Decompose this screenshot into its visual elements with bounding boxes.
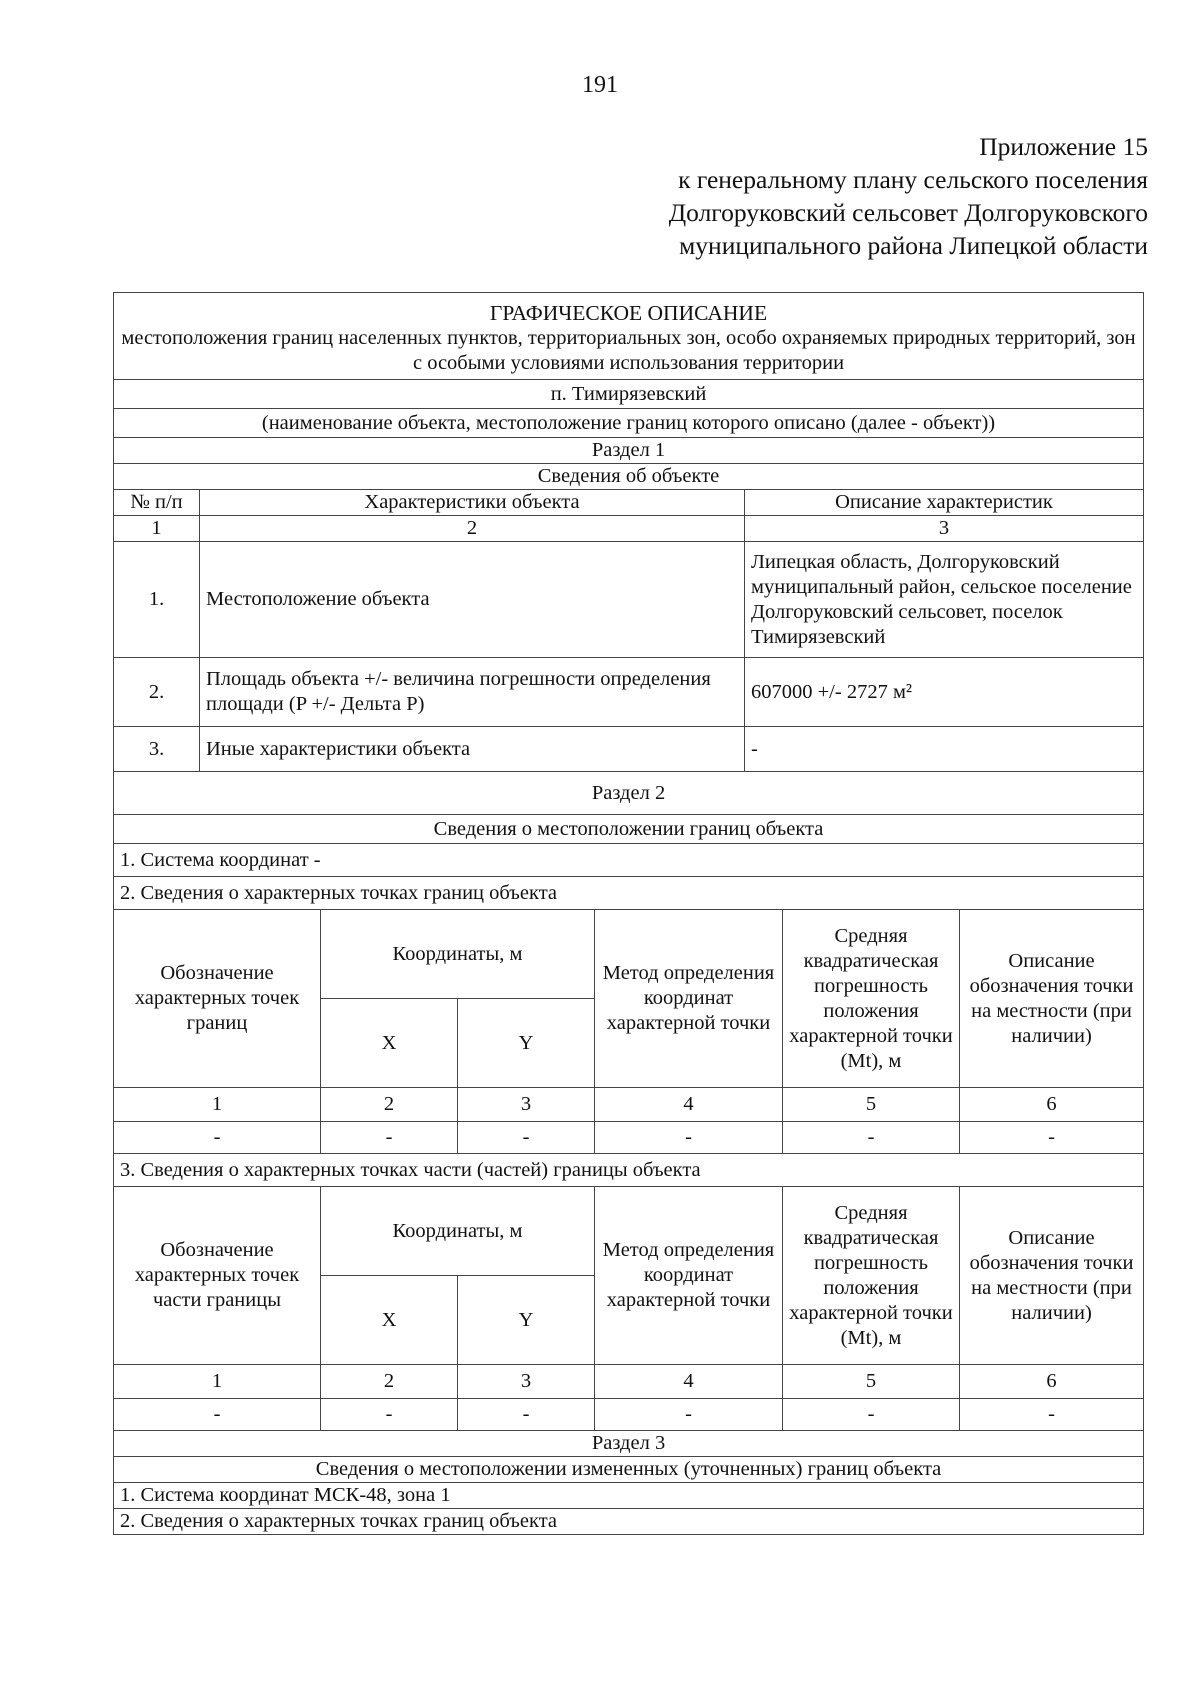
row-characteristic: Площадь объекта +/- величина погрешности определения площади (P +/- Дельта P) xyxy=(200,658,745,727)
parts-cell: - xyxy=(114,1399,321,1431)
parts-column-number: 5 xyxy=(783,1365,960,1399)
parts-header-y: Y xyxy=(458,1276,595,1365)
points-cell: - xyxy=(114,1122,321,1154)
section3-coordinate-system: 1. Система координат МСК-48, зона 1 xyxy=(114,1483,1144,1509)
points-column-number: 2 xyxy=(321,1088,458,1122)
document-title: ГРАФИЧЕСКОЕ ОПИСАНИЕ xyxy=(489,301,768,325)
row-number: 2. xyxy=(114,658,200,727)
graphic-description-document xyxy=(113,292,1143,1535)
parts-column-number: 6 xyxy=(960,1365,1144,1399)
points-column-number: 4 xyxy=(595,1088,783,1122)
parts-header-method: Метод определения координат характерной точки xyxy=(595,1187,783,1365)
appendix-caption xyxy=(669,130,1148,262)
points-header-x: X xyxy=(321,999,458,1088)
section2-parts-title: 3. Сведения о характерных точках части (частей) границы объекта xyxy=(114,1154,1144,1187)
column-number-1: 1 xyxy=(114,516,200,542)
parts-header-description: Описание обозначения точки на местности (при наличии) xyxy=(960,1187,1144,1365)
object-caption: (наименование объекта, местоположение границ которого описано (далее - объект)) xyxy=(114,409,1144,438)
row-value: - xyxy=(745,727,1144,772)
section2-points-title: 2. Сведения о характерных точках границ объекта xyxy=(114,877,1144,910)
parts-header-coordinates: Координаты, м xyxy=(321,1187,595,1276)
row-characteristic: Иные характеристики объекта xyxy=(200,727,745,772)
document-subtitle: местоположения границ населенных пунктов, территориальных зон, особо охраняемых природных территорий, зон с особыми условиями использования территории xyxy=(121,327,1136,374)
parts-cell: - xyxy=(595,1399,783,1431)
parts-header-error: Средняя квадратическая погрешность положения характерной точки (Mt), м xyxy=(783,1187,960,1365)
column-number-2: 2 xyxy=(200,516,745,542)
row-value: 607000 +/- 2727 м² xyxy=(745,658,1144,727)
points-column-number: 3 xyxy=(458,1088,595,1122)
table-row xyxy=(114,1122,1144,1154)
points-header-y: Y xyxy=(458,999,595,1088)
row-characteristic: Местоположение объекта xyxy=(200,542,745,658)
parts-header-designation: Обозначение характерных точек части границы xyxy=(114,1187,321,1365)
parts-cell: - xyxy=(321,1399,458,1431)
object-name: п. Тимирязевский xyxy=(114,380,1144,409)
appendix-line-3: Долгоруковский сельсовет Долгоруковского xyxy=(668,198,1148,227)
parts-column-number: 4 xyxy=(595,1365,783,1399)
points-header-designation: Обозначение характерных точек границ xyxy=(114,910,321,1088)
points-header-error: Средняя квадратическая погрешность положения характерной точки (Mt), м xyxy=(783,910,960,1088)
table-row xyxy=(114,542,1144,658)
parts-cell: - xyxy=(783,1399,960,1431)
appendix-line-1: Приложение 15 xyxy=(979,132,1148,161)
column-header-description: Описание характеристик xyxy=(745,490,1144,516)
page-number: 191 xyxy=(582,72,618,98)
points-cell: - xyxy=(321,1122,458,1154)
points-cell: - xyxy=(595,1122,783,1154)
column-header-number: № п/п xyxy=(114,490,200,516)
parts-column-number: 3 xyxy=(458,1365,595,1399)
points-cell: - xyxy=(783,1122,960,1154)
section1-title: Раздел 1 xyxy=(114,438,1144,464)
section2-coordinate-system: 1. Система координат - xyxy=(114,844,1144,877)
points-cell: - xyxy=(458,1122,595,1154)
appendix-line-2: к генеральному плану сельского поселения xyxy=(678,165,1148,194)
table-row xyxy=(114,658,1144,727)
points-header-coordinates: Координаты, м xyxy=(321,910,595,999)
points-column-number: 6 xyxy=(960,1088,1144,1122)
section2-subtitle: Сведения о местоположении границ объекта xyxy=(114,815,1144,844)
section2-title: Раздел 2 xyxy=(114,772,1144,815)
row-number: 3. xyxy=(114,727,200,772)
section3-subtitle: Сведения о местоположении измененных (уточненных) границ объекта xyxy=(114,1457,1144,1483)
appendix-line-4: муниципального района Липецкой области xyxy=(679,231,1148,260)
row-value: Липецкая область, Долгоруковский муниципальный район, сельское поселение Долгоруковский сельсовет, поселок Тимирязевский xyxy=(745,542,1144,658)
section3-title: Раздел 3 xyxy=(114,1431,1144,1457)
points-column-number: 5 xyxy=(783,1088,960,1122)
parts-cell: - xyxy=(960,1399,1144,1431)
header-cell xyxy=(114,293,1144,380)
parts-header-x: X xyxy=(321,1276,458,1365)
parts-column-number: 2 xyxy=(321,1365,458,1399)
section3-points-title: 2. Сведения о характерных точках границ объекта xyxy=(114,1509,1144,1535)
column-number-3: 3 xyxy=(745,516,1144,542)
points-column-number: 1 xyxy=(114,1088,321,1122)
points-cell: - xyxy=(960,1122,1144,1154)
section2-table xyxy=(113,771,1144,1535)
column-header-characteristic: Характеристики объекта xyxy=(200,490,745,516)
points-header-method: Метод определения координат характерной точки xyxy=(595,910,783,1088)
section1-subtitle: Сведения об объекте xyxy=(114,464,1144,490)
points-header-description: Описание обозначения точки на местности (при наличии) xyxy=(960,910,1144,1088)
row-number: 1. xyxy=(114,542,200,658)
table-row xyxy=(114,1399,1144,1431)
table-row xyxy=(114,727,1144,772)
parts-cell: - xyxy=(458,1399,595,1431)
parts-column-number: 1 xyxy=(114,1365,321,1399)
header-section1-table xyxy=(113,292,1144,772)
